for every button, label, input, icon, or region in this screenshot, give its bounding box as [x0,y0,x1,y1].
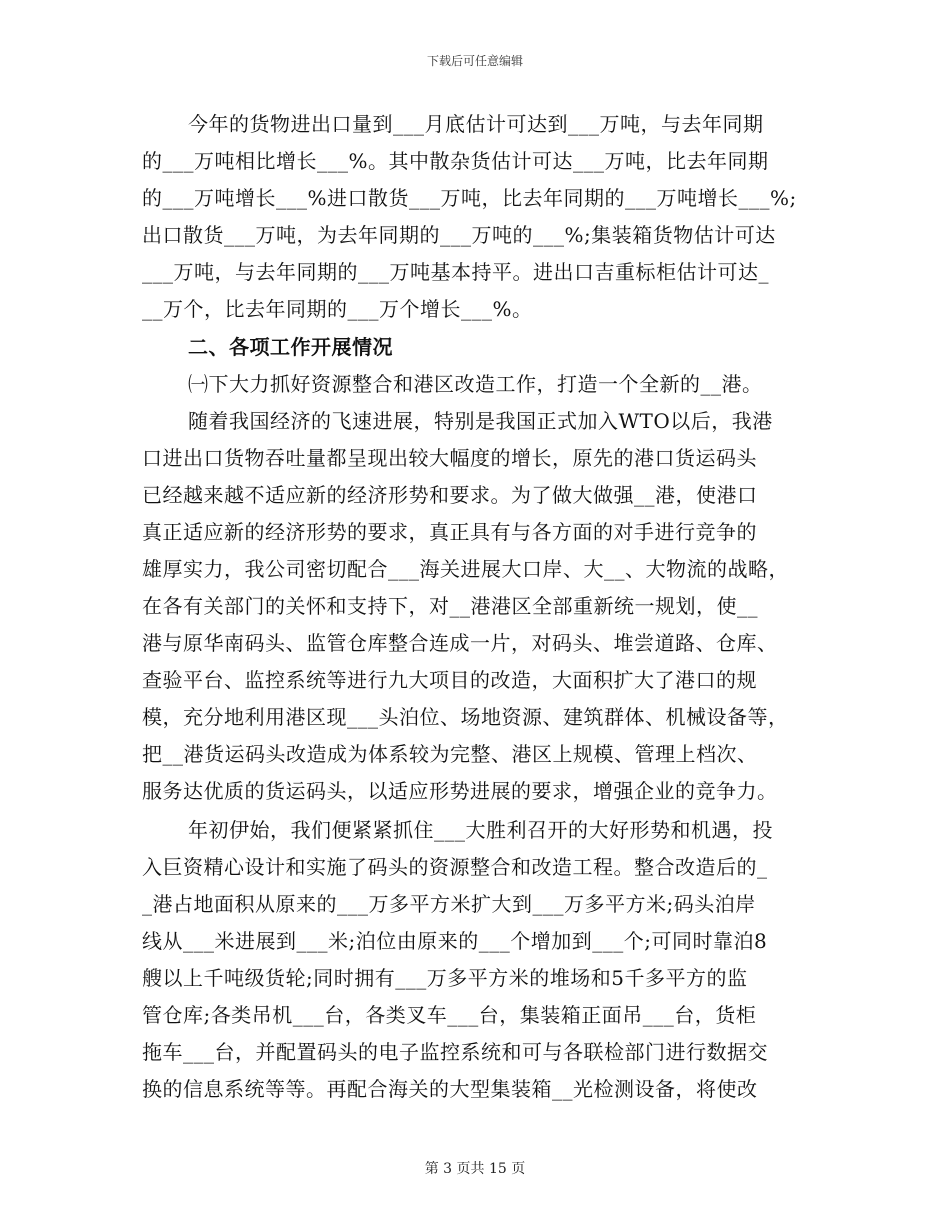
text-line: 把__港货运码头改造成为体系较为完整、港区上规模、管理上档次、 [142,742,758,766]
text-line: _港占地面积从原来的___万多平方米扩大到___万多平方米;码头泊岸 [142,892,756,916]
text-line: 模，充分地利用港区现___头泊位、场地资源、建筑群体、机械设备等， [142,705,789,729]
page-header: 下载后可任意编辑 [426,54,523,68]
text-line: 的___万吨相比增长___%。其中散杂货估计可达___万吨，比去年同期 [142,149,769,173]
text-line: 管仓库;各类吊机___台，各类叉车___台，集装箱正面吊___台，货柜 [142,1003,757,1027]
text-line: 服务达优质的货运码头，以适应形势进展的要求，增强企业的竞争力。 [142,779,778,803]
text-line: 的___万吨增长___%进口散货___万吨，比去年同期的___万吨增长___%; [142,186,797,210]
text-line: ___万吨，与去年同期的___万吨基本持平。进出口吉重标柜估计可达_ [142,260,769,284]
text-line: 今年的货物进出口量到___月底估计可达到___万吨，与去年同期 [188,112,764,136]
section-heading: 二、各项工作开展情况 [188,335,393,359]
text-line: 已经越来越不适应新的经济形势和要求。为了做大做强__港，使港口 [142,483,758,507]
text-line: 换的信息系统等等。再配合海关的大型集装箱__光检测设备，将使改 [142,1077,758,1101]
text-line: 拖车___台，并配置码头的电子监控系统和可与各联检部门进行数据交 [142,1040,768,1064]
text-line: 在各有关部门的关怀和支持下，对__港港区全部重新统一规划，使__ [142,594,758,618]
text-line: 港与原华南码头、监管仓库整合连成一片，对码头、堆尝道路、仓库、 [142,631,778,655]
text-line: 查验平台、监控系统等进行九大项目的改造，大面积扩大了港口的规 [142,668,757,692]
text-line: 真正适应新的经济形势的要求，真正具有与各方面的对手进行竞争的 [142,520,757,544]
text-line: 口进出口货物吞吐量都呈现出较大幅度的增长，原先的港口货运码头 [142,446,757,470]
text-line: 年初伊始，我们便紧紧抓住___大胜利召开的大好形势和机遇，投 [188,818,773,842]
text-line: 艘以上千吨级货轮;同时拥有___万多平方米的堆场和5千多平方的监 [142,966,748,990]
page-footer: 第 3 页共 15 页 [424,1161,526,1177]
text-line: 雄厚实力，我公司密切配合___海关进展大口岸、大__、大物流的战略， [142,557,789,581]
text-line: __万个，比去年同期的___万个增长___%。 [142,297,533,321]
text-line: 随着我国经济的飞速进展，特别是我国正式加入WTO以后，我港 [188,409,773,433]
text-line: 线从___米进展到___米;泊位由原来的___个增加到___个;可同时靠泊8 [142,929,768,953]
text-line: 出口散货___万吨，为去年同期的___万吨的___%;集装箱货物估计可达 [142,223,776,247]
subsection-heading: ㈠下大力抓好资源整合和港区改造工作，打造一个全新的__港。 [188,372,763,396]
text-line: 入巨资精心设计和实施了码头的资源整合和改造工程。整合改造后的_ [142,855,768,879]
